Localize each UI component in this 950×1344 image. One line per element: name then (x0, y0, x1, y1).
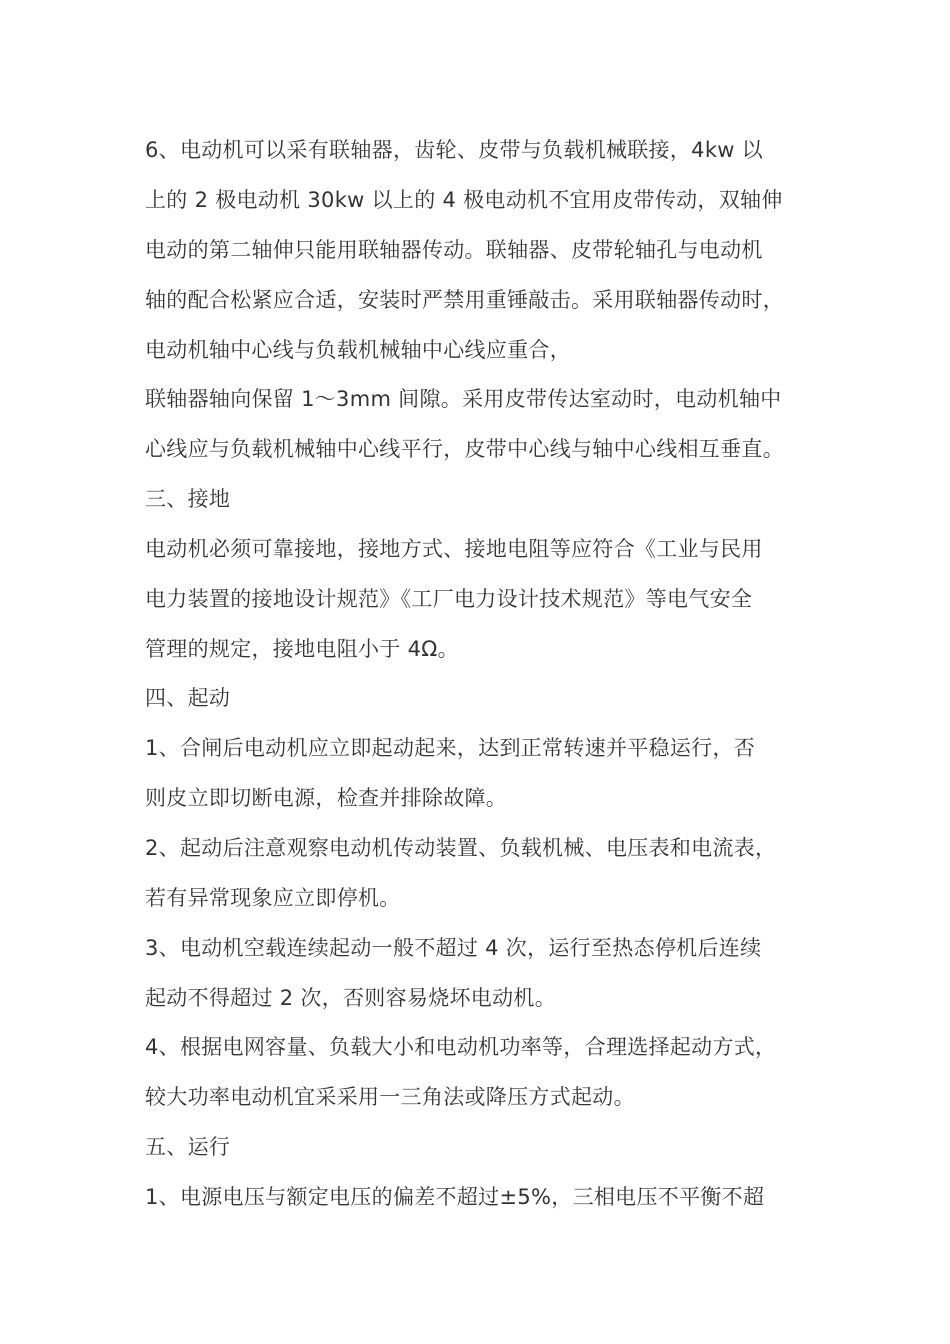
starting-item-1-line-2: 则皮立即切断电源，检查并排除故障。 (145, 786, 508, 810)
paragraph-7-line-1: 联轴器轴向保留 1～3mm 间隙。采用皮带传达室动时，电动机轴中 (145, 387, 782, 411)
paragraph-6-line-2: 上的 2 极电动机 30kw 以上的 4 极电动机不宜用皮带传动，双轴伸 (145, 188, 783, 212)
paragraph-6-line-5: 电动机轴中心线与负载机械轴中心线应重合， (145, 338, 571, 362)
paragraph-7-line-2: 心线应与负载机械轴中心线平行，皮带中心线与轴中心线相互垂直。 (145, 437, 784, 461)
starting-item-3-line-2: 起动不得超过 2 次，否则容易烧坏电动机。 (145, 986, 557, 1010)
starting-item-2-line-1: 2、起动后注意观察电动机传动装置、负载机械、电压表和电流表， (145, 836, 777, 860)
starting-item-4-line-2: 较大功率电动机宜采采用一三角法或降压方式起动。 (145, 1085, 635, 1109)
paragraph-6-line-3: 电动的第二轴伸只能用联轴器传动。联轴器、皮带轮轴孔与电动机 (145, 238, 763, 262)
operation-item-1-line-1: 1、电源电压与额定电压的偏差不超过±5%，三相电压不平衡不超 (145, 1185, 765, 1209)
section-heading-starting: 四、起动 (145, 686, 231, 710)
grounding-line-1: 电动机必须可靠接地，接地方式、接地电阻等应符合《工业与民用 (145, 537, 763, 561)
section-heading-operation: 五、运行 (145, 1135, 231, 1159)
section-heading-grounding: 三、接地 (145, 487, 231, 511)
paragraph-6-line-4: 轴的配合松紧应合适，安装时严禁用重锤敲击。采用联轴器传动时， (145, 288, 784, 312)
starting-item-4-line-1: 4、根据电网容量、负载大小和电动机功率等，合理选择起动方式， (145, 1035, 777, 1059)
grounding-line-3: 管理的规定，接地电阻小于 4Ω。 (145, 637, 459, 661)
starting-item-3-line-1: 3、电动机空载连续起动一般不超过 4 次，运行至热态停机后连续 (145, 936, 762, 960)
grounding-line-2: 电力装置的接地设计规范》《工厂电力设计技术规范》等电气安全 (145, 587, 753, 611)
paragraph-6-line-1: 6、电动机可以采有联轴器，齿轮、皮带与负载机械联接，4kw 以 (145, 138, 764, 162)
starting-item-2-line-2: 若有异常现象应立即停机。 (145, 886, 401, 910)
starting-item-1-line-1: 1、合闸后电动机应立即起动起来，达到正常转速并平稳运行，否 (145, 736, 756, 760)
